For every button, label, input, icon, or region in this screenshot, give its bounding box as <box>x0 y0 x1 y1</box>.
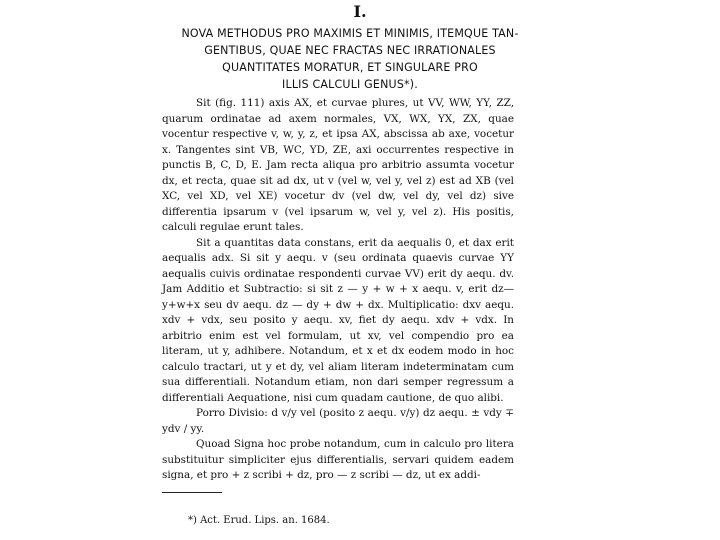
footnote-divider <box>162 492 222 493</box>
paragraph-rules: Sit a quantitas data constans, erit da aequalis 0, et dax erit aequalis adx. Si sit y aequ. v (seu ordinata quaevis curvae YY aequalis cuivis ordinatae respondenti curvae VV) erit dy aequ. dv. Jam Additio et Subtractio: si sit z — y + w + x aequ. v, erit dz—y+w+x seu dv aequ. dz — dy + dw + dx. Multiplicatio: dxv aequ. xdv + vdx, seu posito y aequ. xv, fiet dy aequ. xdv + vdx. In arbitrio enim est vel formulam, ut xv, vel compendio pro ea literam, ut y, adhibere. Notandum, et x et dx eodem modo in hoc calculo tractari, ut y et dy, vel aliam literam indeterminatam cum sua differentiali. Notandum etiam, non dari semper regressum a differentiali Aequatione, nisi cum quadam cautione, de quo alibi. <box>162 236 514 404</box>
title-line: NOVA METHODUS PRO MAXIMIS ET MINIMIS, ITEMQUE TAN- <box>181 26 519 40</box>
article-body <box>162 96 514 484</box>
title-line: GENTIBUS, QUAE NEC FRACTAS NEC IRRATIONALES <box>204 43 496 57</box>
article-title <box>139 25 561 93</box>
paragraph-division: Porro Divisio: d v/y vel (posito z aequ. v/y) dz aequ. ± vdy ∓ ydv / yy. <box>162 407 514 435</box>
title-line: ILLIS CALCULI GENUS*). <box>282 77 418 91</box>
section-number: I. <box>353 2 367 21</box>
paragraph-signs: Quoad Signa hoc probe notandum, cum in calculo pro litera substituitur simpliciter ejus differentialis, servari quidem eadem signa, et pro + z scribi + dz, pro — z scribi — dz, ut ex addi- <box>162 438 514 481</box>
title-line: QUANTITATES MORATUR, ET SINGULARE PRO <box>222 60 478 74</box>
paragraph-definitions: Sit (fig. 111) axis AX, et curvae plures, ut VV, WW, YY, ZZ, quarum ordinatae ad axem normales, VX, WX, YX, ZX, quae vocentur respective v, w, y, z, et ipsa AX, abscissa ab axe, vocetur x. Tangentes sint VB, WC, YD, ZE, axi occurrentes respective in punctis B, C, D, E. Jam recta aliqua pro arbitrio assumta vocetur dx, et recta, quae sit ad dx, ut v (vel w, vel y, vel z) est ad XB (vel XC, vel XD, vel XE) vocetur dv (vel dw, vel dy, vel dz) sive differentia ipsarum v (vel ipsarum w, vel y, vel z). His positis, calculi regulae erunt tales. <box>162 97 514 233</box>
footnote: *) Act. Erud. Lips. an. 1684. <box>188 515 330 526</box>
